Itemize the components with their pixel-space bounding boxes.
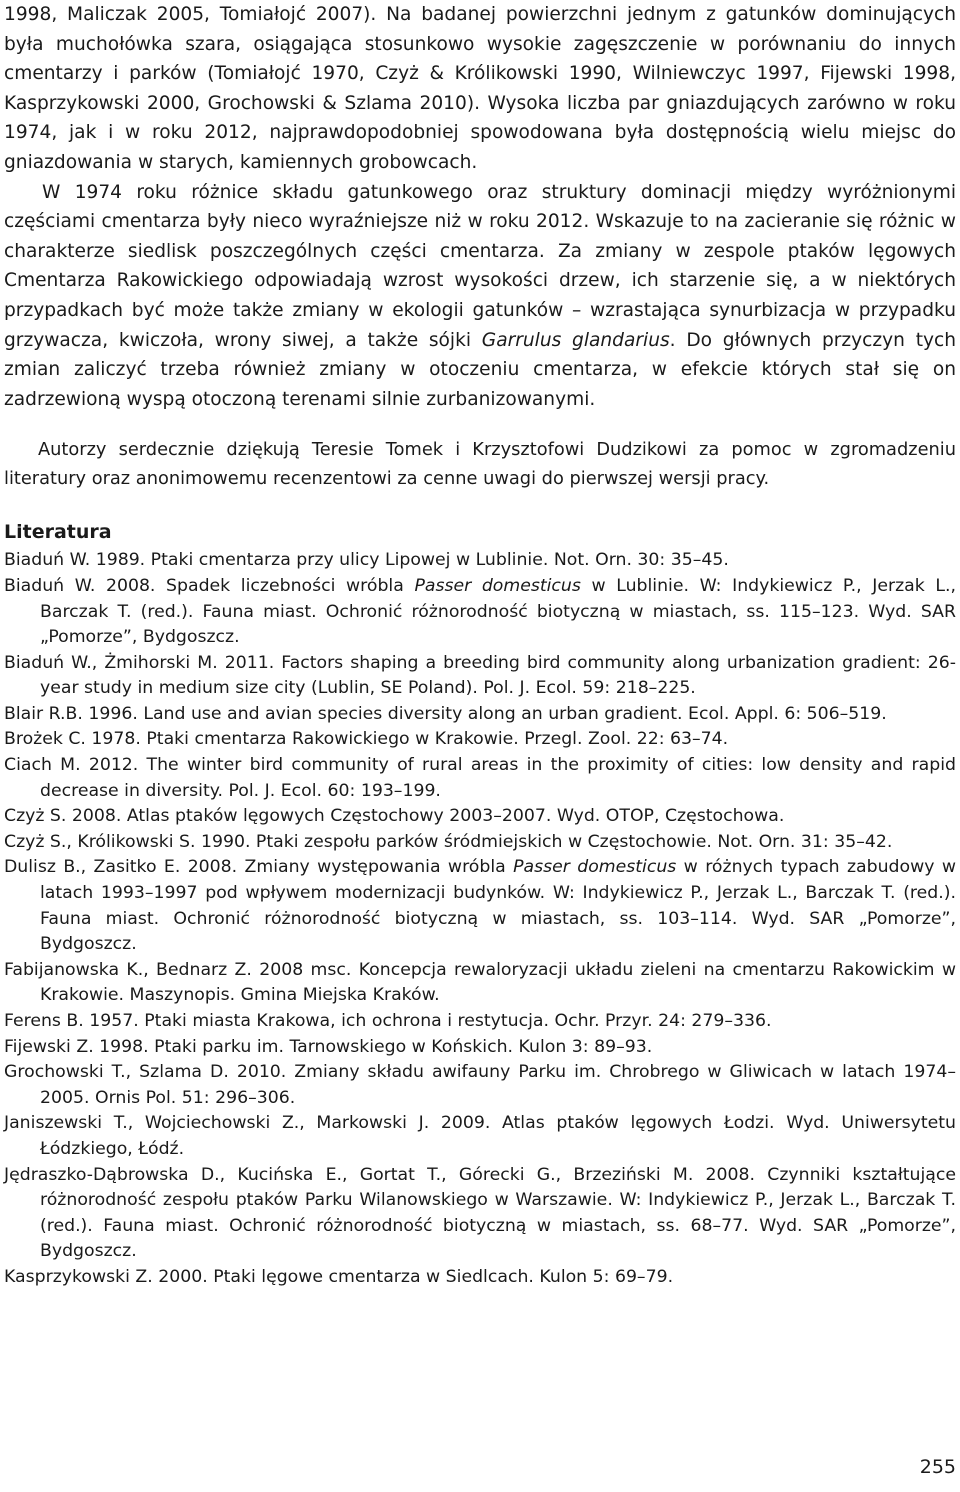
- reference-entry: [4, 804, 956, 830]
- reference-entry: [4, 574, 956, 651]
- reference-entry: [4, 548, 956, 574]
- body-paragraph: [4, 178, 956, 415]
- reference-entry: [4, 855, 956, 957]
- reference-entry: [4, 1060, 956, 1111]
- text-run: Biaduń W. 1989. Ptaki cmentarza przy ulicy Lipowej w Lublinie. Not. Orn. 30: 35–45.: [4, 550, 729, 571]
- text-run: Fijewski Z. 1998. Ptaki parku im. Tarnowskiego w Końskich. Kulon 3: 89–93.: [4, 1036, 653, 1057]
- reference-entry: [4, 1035, 956, 1061]
- page-number: 255: [919, 1456, 956, 1478]
- references-list: [4, 548, 956, 1290]
- italic-text: Garrulus glandarius: [481, 329, 670, 351]
- text-run: Fabijanowska K., Bednarz Z. 2008 msc. Koncepcja rewaloryzacji układu zieleni na cmentarzu Rakowickim w Krakowie. Maszynopis. Gmina Miejska Kraków.: [4, 959, 956, 1006]
- text-run: Brożek C. 1978. Ptaki cmentarza Rakowickiego w Krakowie. Przegl. Zool. 22: 63–74.: [4, 729, 729, 750]
- reference-entry: [4, 702, 956, 728]
- acknowledgement-paragraph: [4, 435, 956, 493]
- reference-entry: [4, 753, 956, 804]
- text-run: w Lublinie. W: Indykiewicz P., Jerzak L., Barczak T. (red.). Fauna miast. Ochronić różnorodność biotyczną w miastach, ss. 115–123. Wyd. SAR „Pomorze”, Bydgoszcz.: [40, 575, 956, 648]
- text-run: 1998, Maliczak 2005, Tomiałojć 2007). Na badanej powierzchni jednym z gatunków dominujących była muchołówka szara, osiągająca stosunkowo wysokie zagęszczenie w porównaniu do innych cmentarzy i parków (Tomiałojć 1970, Czyż & Królikowski 1990, Wilniewczyc 1997, Fijewski 1998, Kasprzykowski 2000, Grochowski & Szlama 2010). Wysoka liczba par gniazdujących zarówno w roku 1974, jak i w roku 2012, najprawdopodobniej spowodowana była dostępnością wielu miejsc do gniazdowania w starych, kamiennych grobowcach.: [4, 4, 956, 173]
- italic-text: Passer domesticus: [414, 575, 581, 596]
- text-run: Janiszewski T., Wojciechowski Z., Markowski J. 2009. Atlas ptaków lęgowych Łodzi. Wyd. Uniwersytetu Łódzkiego, Łódź.: [4, 1113, 956, 1159]
- reference-entry: [4, 830, 956, 856]
- reference-entry: [4, 958, 956, 1009]
- text-run: W 1974 roku różnice składu gatunkowego oraz struktury dominacji między wyróżnionymi częściami cmentarza były nieco wyraźniejsze niż w roku 2012. Wskazuje to na zacieranie się różnic w charakterze siedlisk poszczególnych części cmentarza. Za zmiany w zespole ptaków lęgowych Cmentarza Rakowickiego odpowiadają wzrost wysokości drzew, ich starzenie się, a w niektórych przypadkach być może także zmiany w ekologii gatunków – wzrastająca synurbizacja w przypadku grzywacza, kwiczoła, wrony siwej, a także sójki: [4, 181, 956, 351]
- text-run: Biaduń W., Żmihorski M. 2011. Factors shaping a breeding bird community along urbanization gradient: 26-year study in medium size city (Lublin, SE Poland). Pol. J. Ecol. 59: 218–225.: [4, 652, 956, 699]
- reference-entry: [4, 727, 956, 753]
- text-run: Czyż S., Królikowski S. 1990. Ptaki zespołu parków śródmiejskich w Częstochowie. Not. Orn. 31: 35–42.: [4, 831, 893, 852]
- italic-text: Passer domesticus: [513, 857, 677, 878]
- text-run: Czyż S. 2008. Atlas ptaków lęgowych Częstochowy 2003–2007. Wyd. OTOP, Częstochowa.: [4, 806, 785, 827]
- reference-entry: [4, 1009, 956, 1035]
- text-run: w różnych typach zabudowy w latach 1993–1997 pod wpływem modernizacji budynków. W: Indykiewicz P., Jerzak L., Barczak T. (red.). Fauna miast. Ochronić różnorodność biotyczną w miastach, ss. 103–114. Wyd. SAR „Pomorze”, Bydgoszcz.: [40, 857, 956, 955]
- text-run: Ciach M. 2012. The winter bird community of rural areas in the proximity of cities: low density and rapid decrease in diversity. Pol. J. Ecol. 60: 193–199.: [4, 755, 956, 801]
- reference-entry: [4, 1111, 956, 1162]
- text-run: Grochowski T., Szlama D. 2010. Zmiany składu awifauny Parku im. Chrobrego w Gliwicach w latach 1974–2005. Ornis Pol. 51: 296–306.: [4, 1062, 956, 1108]
- page: [4, 0, 956, 1291]
- text-run: Jędraszko-Dąbrowska D., Kucińska E., Gortat T., Górecki G., Brzeziński M. 2008. Czynniki kształtujące różnorodność zespołu ptaków Parku Wilanowskiego w Warszawie. W: Indykiewicz P., Jerzak L., Barczak T. (red.). Fauna miast. Ochronić różnorodność biotyczną w miastach, ss. 68–77. Wyd. SAR „Pomorze”, Bydgoszcz.: [4, 1164, 956, 1262]
- text-run: . Do głównych przyczyn tych zmian zaliczyć trzeba również zmiany w otoczeniu cmentarza, w efekcie których stał się on zadrzewioną wyspą otoczoną terenami silnie zurbanizowanymi.: [4, 329, 956, 410]
- text-run: Autorzy serdecznie dziękują Teresie Tomek i Krzysztofowi Dudzikowi za pomoc w zgromadzeniu literatury oraz anonimowemu recenzentowi za cenne uwagi do pierwszej wersji pracy.: [4, 439, 956, 490]
- text-run: Dulisz B., Zasitko E. 2008. Zmiany występowania wróbla: [4, 857, 514, 878]
- reference-entry: [4, 1265, 956, 1291]
- references-heading: Literatura: [4, 521, 112, 544]
- body-paragraph: [4, 0, 956, 178]
- text-run: Kasprzykowski Z. 2000. Ptaki lęgowe cmentarza w Siedlcach. Kulon 5: 69–79.: [4, 1266, 674, 1287]
- text-run: Ferens B. 1957. Ptaki miasta Krakowa, ich ochrona i restytucja. Ochr. Przyr. 24: 279–336.: [4, 1011, 772, 1031]
- text-run: Biaduń W. 2008. Spadek liczebności wróbla: [4, 575, 415, 596]
- text-run: Blair R.B. 1996. Land use and avian species diversity along an urban gradient. Ecol. Appl. 6: 506–519.: [4, 703, 887, 724]
- reference-entry: [4, 1163, 956, 1265]
- reference-entry: [4, 651, 956, 702]
